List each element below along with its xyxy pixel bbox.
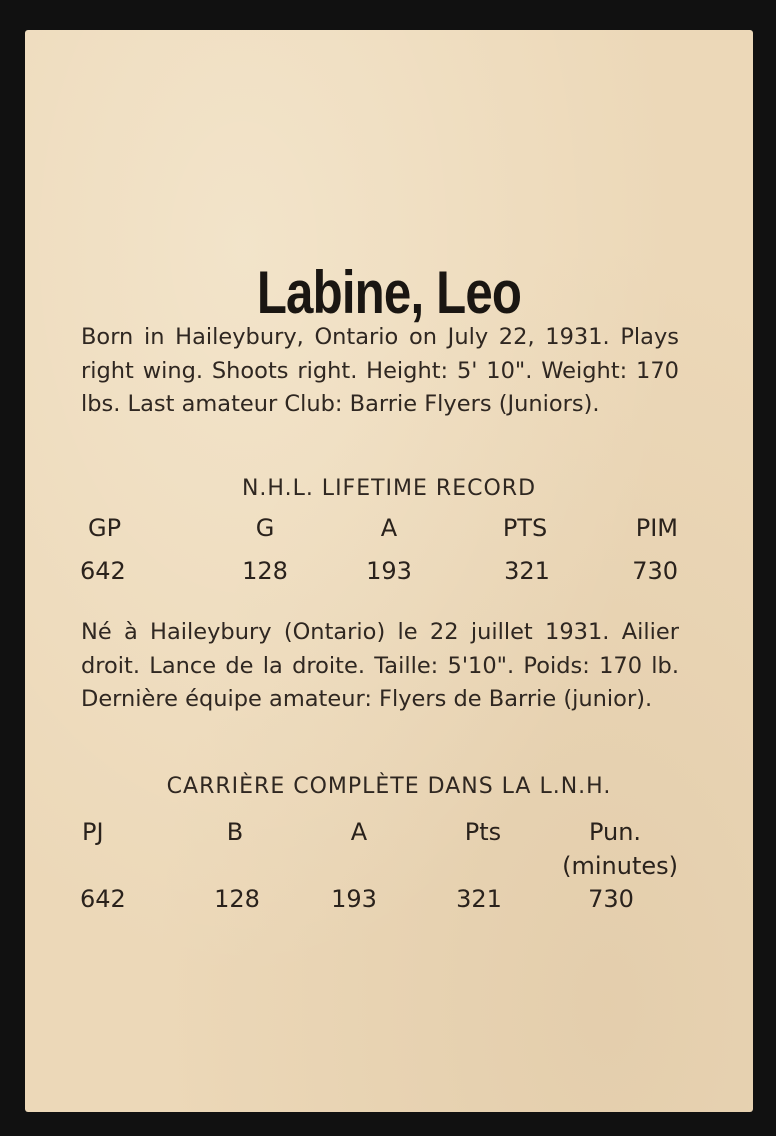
stat-header-a: A [380,514,398,542]
stat-value-pim: 730 [632,557,678,585]
stat-value-g: 128 [242,557,288,585]
stat-value-b: 128 [214,885,260,913]
stat-header-gp: GP [88,514,122,542]
stat-header-pun-minutes: (minutes) [562,852,678,880]
record-title-french: CARRIÈRE COMPLÈTE DANS LA L.N.H. [166,774,612,799]
stat-header-pts-fr: Pts [464,818,502,846]
stat-header-g: G [255,514,275,542]
stat-value-pj: 642 [80,885,126,913]
record-title-english: N.H.L. LIFETIME RECORD [241,476,537,501]
stat-header-pts: PTS [502,514,548,542]
bio-english: Born in Haileybury, Ontario on July 22, 1931. Plays right wing. Shoots right. Height: 5' 10". Weight: 170 lbs. Last amateur Club: Barrie Flyers (Juniors). [81,324,679,417]
card-back [25,30,753,1112]
stat-value-gp: 642 [80,557,126,585]
stat-value-a-fr: 193 [331,885,377,913]
stat-value-pun: 730 [588,885,634,913]
player-name: Labine, Leo [256,259,522,326]
stat-header-pun: Pun. [588,818,642,846]
stat-value-pts-fr: 321 [456,885,502,913]
stat-value-a: 193 [366,557,412,585]
stat-header-pim: PIM [635,514,678,542]
bio-french: Né à Haileybury (Ontario) le 22 juillet 1931. Ailier droit. Lance de la droite. Taille: 5'10". Poids: 170 lb. Dernière équipe amateur: Flyers de Barrie (junior). [81,619,679,712]
stat-value-pts: 321 [504,557,550,585]
stat-header-pj: PJ [82,818,104,846]
stat-header-b: B [226,818,244,846]
stat-header-a-fr: A [350,818,368,846]
